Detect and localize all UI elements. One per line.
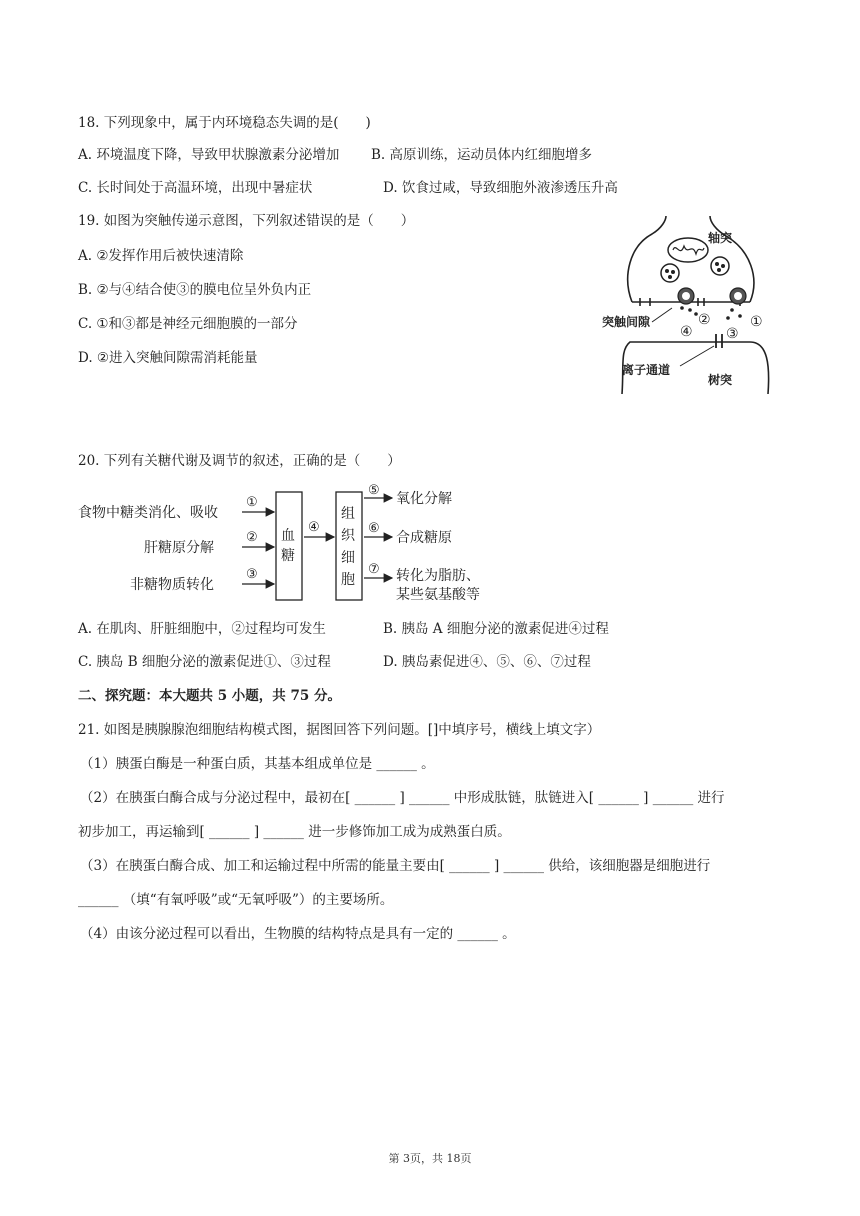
arrow-label-1: ① xyxy=(246,495,258,510)
q19-option-c: C. ①和③都是神经元细胞膜的一部分 xyxy=(78,316,298,332)
q20-stem: 20. 下列有关糖代谢及调节的叙述，正确的是（ ） xyxy=(78,453,401,469)
output-amino-acids: 某些氨基酸等 xyxy=(396,587,480,603)
label-synaptic-cleft: 突触间隙 xyxy=(602,315,651,329)
q21-part-2-line-1: （2）在胰蛋白酶合成与分泌过程中，最初在[ ______ ] ______ 中形成肽链，肽链进入[ ______ ] ______ 进行 xyxy=(80,790,725,806)
q18-option-b: B. 高原训练，运动员体内红细胞增多 xyxy=(371,147,593,163)
tissue-char-1: 组 xyxy=(341,506,355,522)
glucose-metabolism-diagram xyxy=(78,482,498,608)
arrow-label-3: ③ xyxy=(246,567,258,582)
q20-option-b: B. 胰岛 A 细胞分泌的激素促进④过程 xyxy=(383,621,609,637)
source-non-sugar: 非糖物质转化 xyxy=(130,577,214,593)
ion-channels xyxy=(716,334,722,348)
label-dendrite: 树突 xyxy=(708,373,733,387)
q18-option-a: A. 环境温度下降，导致甲状腺激素分泌增加 xyxy=(78,147,340,163)
arrow-label-6: ⑥ xyxy=(368,521,380,536)
q19-option-a: A. ②发挥作用后被快速清除 xyxy=(78,248,244,264)
q19-stem: 19. 如图为突触传递示意图，下列叙述错误的是（ ） xyxy=(78,213,415,229)
label-n2: ② xyxy=(698,312,711,328)
label-n3: ③ xyxy=(726,326,739,342)
blood-glucose-char-1: 血 xyxy=(281,528,295,544)
q18-option-c: C. 长时间处于高温环境，出现中暑症状 xyxy=(78,180,313,196)
page-footer: 第 3页，共 18页 xyxy=(388,1152,472,1165)
output-fat: 转化为脂肪、 xyxy=(396,568,480,584)
q21-stem: 21. 如图是胰腺腺泡细胞结构模式图，据图回答下列问题。[]中填序号，横线上填文字） xyxy=(78,722,601,738)
q20-option-c: C. 胰岛 B 细胞分泌的激素促进①、③过程 xyxy=(78,654,331,670)
label-n1: ① xyxy=(750,314,763,330)
tissue-char-2: 织 xyxy=(341,528,355,544)
blood-glucose-box xyxy=(276,492,302,600)
q19-option-b: B. ②与④结合使③的膜电位呈外负内正 xyxy=(78,282,312,298)
output-oxidation: 氧化分解 xyxy=(396,491,452,507)
tissue-char-4: 胞 xyxy=(341,572,355,588)
output-glycogen: 合成糖原 xyxy=(396,530,452,546)
q21-part-2-line-2: 初步加工，再运输到[ ______ ] ______ 进一步修饰加工成为成熟蛋白质。 xyxy=(78,824,511,840)
synaptic-vesicles xyxy=(661,257,746,304)
tissue-char-3: 细 xyxy=(341,550,355,566)
q21-part-1: （1）胰蛋白酶是一种蛋白质，其基本组成单位是 ______ 。 xyxy=(80,756,435,772)
label-ion-channel: 离子通道 xyxy=(622,363,671,377)
arrow-label-5: ⑤ xyxy=(368,483,380,498)
q21-part-3-line-1: （3）在胰蛋白酶合成、加工和运输过程中所需的能量主要由[ ______ ] ______ 供给，该细胞器是细胞进行 xyxy=(80,858,711,874)
label-axon: 轴突 xyxy=(708,231,733,245)
source-liver-glycogen: 肝糖原分解 xyxy=(144,540,214,556)
q20-option-d: D. 胰岛素促进④、⑤、⑥、⑦过程 xyxy=(383,654,591,670)
neurotransmitter-dots xyxy=(680,306,742,320)
label-n4: ④ xyxy=(680,324,693,340)
arrow-label-7: ⑦ xyxy=(368,562,380,577)
source-food-digestion: 食物中糖类消化、吸收 xyxy=(78,505,218,521)
q20-option-a: A. 在肌肉、肝脏细胞中，②过程均可发生 xyxy=(78,621,326,637)
section-heading: 二、探究题：本大题共 5 小题，共 75 分。 xyxy=(78,688,341,704)
q19-option-d: D. ②进入突触间隙需消耗能量 xyxy=(78,350,258,366)
blood-glucose-char-2: 糖 xyxy=(281,548,295,564)
synapse-diagram xyxy=(600,216,780,396)
arrow-label-2: ② xyxy=(246,530,258,545)
q21-part-3-line-2: ______ （填“有氧呼吸”或“无氧呼吸”）的主要场所。 xyxy=(78,892,394,908)
q18-option-d: D. 饮食过咸，导致细胞外液渗透压升高 xyxy=(383,180,618,196)
arrow-label-4: ④ xyxy=(308,520,320,535)
q18-stem: 18. 下列现象中，属于内环境稳态失调的是( ) xyxy=(78,115,371,131)
q21-part-4: （4）由该分泌过程可以看出，生物膜的结构特点是具有一定的 ______ 。 xyxy=(80,926,516,942)
